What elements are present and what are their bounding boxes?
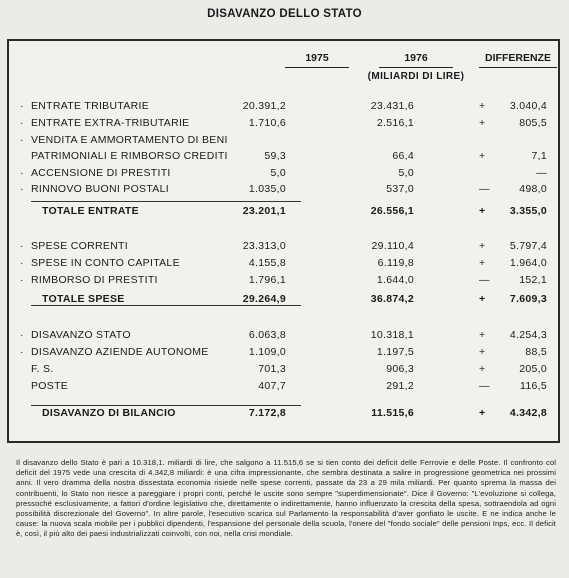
table-row	[9, 150, 562, 166]
value-difference: 805,5	[519, 117, 547, 129]
total-row	[9, 205, 562, 221]
total-row	[9, 407, 562, 423]
value-difference: 498,0	[519, 183, 547, 195]
difference-sign: +	[479, 100, 486, 112]
value-1975: 23.313,0	[242, 240, 286, 252]
row-label: DISAVANZO STATO	[31, 329, 131, 341]
row-label: VENDITA E AMMORTAMENTO DI BENI	[31, 134, 228, 146]
row-label: TOTALE ENTRATE	[42, 205, 139, 217]
difference-sign: —	[479, 274, 490, 286]
value-difference: —	[536, 167, 547, 179]
value-1975: 7.172,8	[248, 407, 286, 419]
value-difference: 4.254,3	[509, 329, 547, 341]
total-rule	[31, 405, 301, 406]
column-header-differenze: DIFFERENZE	[485, 52, 551, 64]
difference-sign: +	[479, 117, 486, 129]
value-difference: 3.355,0	[509, 205, 547, 217]
difference-sign: +	[479, 205, 486, 217]
value-1976: 291,2	[386, 380, 414, 392]
value-1975: 5,0	[270, 167, 286, 179]
row-bullet: ·	[20, 257, 24, 269]
value-difference: 7.609,3	[509, 293, 547, 305]
caption-text: Il disavanzo dello Stato è pari a 10.318,1. miliardi di lire, che salgono a 11.515,6 se si tien conto dei deficit delle Ferrovie e delle Poste. Il confronto col deficit del 1975 vede una crescita di 4.342,8 miliardi: è una cifra impressionante, che sembra destinata a salire in progressione geometrica nei prossimi anni. Il vero dramma della nostra dissestata economia risiede nelle spese correnti, passate da 23 a 29 mila miliardi. Per quanto sprema la massa dei contribuenti, lo Stato non riesce a pareggiare i propri conti, perché le uscite sono sempre "superdimensionate". Dice il Governo: "L'evoluzione si collega, pressoché esclusivamente, a fattori d'ordine legislativo che, direttamente o indirettamente, hanno influenzato la crescita della spesa, sottraendola ad ogni possibilità discrezionale del Governo". In altre parole, l'esecutivo scarica sul Parlamento la responsabilità d'aver gonfiato le uscite. E ne indica anche le cause: la nuova scala mobile per i pubblici dipendenti, l'espansione del personale della scuola, l'onere del "fondo sociale" delle pensioni Inps, ecc. Il deficit è, così, il più alto dei paesi industrializzati coinvolti, con noi, nella crisi mondiale.	[16, 458, 556, 539]
row-bullet: ·	[20, 100, 24, 112]
row-label: ENTRATE EXTRA-TRIBUTARIE	[31, 117, 190, 129]
header-underline-differenze	[479, 67, 557, 68]
row-bullet: ·	[20, 274, 24, 286]
value-1975: 20.391,2	[242, 100, 286, 112]
value-1975: 4.155,8	[248, 257, 286, 269]
difference-sign: +	[479, 150, 486, 162]
difference-sign: +	[479, 240, 486, 252]
value-1976: 11.515,6	[371, 407, 414, 419]
table-row	[9, 274, 562, 290]
row-label: DISAVANZO DI BILANCIO	[42, 407, 176, 419]
value-1976: 1.197,5	[376, 346, 414, 358]
table-row	[9, 100, 562, 116]
header-underline-1976	[379, 67, 453, 68]
value-1975: 701,3	[258, 363, 286, 375]
value-1976: 906,3	[386, 363, 414, 375]
value-difference: 3.040,4	[509, 100, 547, 112]
value-1976: 23.431,6	[370, 100, 414, 112]
difference-sign: +	[479, 363, 486, 375]
total-rule	[31, 201, 301, 202]
total-row	[9, 293, 562, 309]
row-label: ACCENSIONE DI PRESTITI	[31, 167, 171, 179]
value-1976: 10.318,1	[370, 329, 414, 341]
value-1976: 5,0	[398, 167, 414, 179]
value-difference: 5.797,4	[509, 240, 547, 252]
value-difference: 152,1	[519, 274, 547, 286]
table-row	[9, 117, 562, 133]
value-1976: 537,0	[386, 183, 414, 195]
value-1975: 1.796,1	[248, 274, 286, 286]
value-1976: 6.119,8	[377, 257, 414, 269]
column-header-1976: 1976	[404, 52, 428, 64]
header-underline-1975	[285, 67, 349, 68]
value-difference: 116,5	[520, 380, 547, 392]
row-bullet: ·	[20, 167, 24, 179]
row-bullet: ·	[20, 183, 24, 195]
value-1976: 26.556,1	[370, 205, 414, 217]
row-label: DISAVANZO AZIENDE AUTONOME	[31, 346, 209, 358]
difference-sign: +	[479, 293, 486, 305]
value-1975: 23.201,1	[242, 205, 286, 217]
row-label: ENTRATE TRIBUTARIE	[31, 100, 149, 112]
row-label: SPESE CORRENTI	[31, 240, 128, 252]
value-difference: 4.342,8	[509, 407, 547, 419]
table-row	[9, 329, 562, 345]
row-bullet: ·	[20, 240, 24, 252]
row-label: RIMBORSO DI PRESTITI	[31, 274, 158, 286]
value-difference: 205,0	[519, 363, 547, 375]
value-1975: 1.710,6	[248, 117, 286, 129]
table-row	[9, 167, 562, 183]
difference-sign: —	[479, 183, 490, 195]
row-bullet: ·	[20, 346, 24, 358]
table-row	[9, 183, 562, 199]
table-row	[9, 363, 562, 379]
table-row	[9, 257, 562, 273]
difference-sign: +	[479, 257, 486, 269]
table-row	[9, 346, 562, 362]
row-bullet: ·	[20, 134, 24, 146]
row-label: RINNOVO BUONI POSTALI	[31, 183, 169, 195]
row-bullet: ·	[20, 329, 24, 341]
deficit-table	[7, 39, 560, 443]
row-label: F. S.	[31, 363, 54, 375]
value-1975: 29.264,9	[242, 293, 286, 305]
value-1976: 2.516,1	[376, 117, 414, 129]
value-1976: 1.644,0	[376, 274, 414, 286]
value-1975: 407,7	[258, 380, 286, 392]
row-label: SPESE IN CONTO CAPITALE	[31, 257, 180, 269]
value-1975: 6.063,8	[248, 329, 286, 341]
table-row	[9, 134, 562, 150]
column-header-1975: 1975	[305, 52, 329, 64]
difference-sign: +	[479, 329, 486, 341]
total-rule	[31, 305, 301, 306]
table-row	[9, 380, 562, 396]
row-label: POSTE	[31, 380, 69, 392]
value-difference: 88,5	[525, 346, 547, 358]
value-1975: 1.109,0	[248, 346, 286, 358]
value-1976: 66,4	[392, 150, 414, 162]
value-1976: 36.874,2	[370, 293, 414, 305]
value-difference: 7,1	[531, 150, 547, 162]
value-1976: 29.110,4	[371, 240, 414, 252]
value-1975: 1.035,0	[248, 183, 286, 195]
row-label: TOTALE SPESE	[42, 293, 125, 305]
row-bullet: ·	[20, 117, 24, 129]
value-difference: 1.964,0	[509, 257, 547, 269]
value-1975: 59,3	[264, 150, 286, 162]
row-label: PATRIMONIALI E RIMBORSO CREDITI	[31, 150, 228, 162]
difference-sign: —	[479, 380, 490, 392]
page-title: DISAVANZO DELLO STATO	[207, 8, 362, 20]
difference-sign: +	[479, 407, 486, 419]
unit-label: (MILIARDI DI LIRE)	[367, 71, 465, 82]
difference-sign: +	[479, 346, 486, 358]
table-row	[9, 240, 562, 256]
